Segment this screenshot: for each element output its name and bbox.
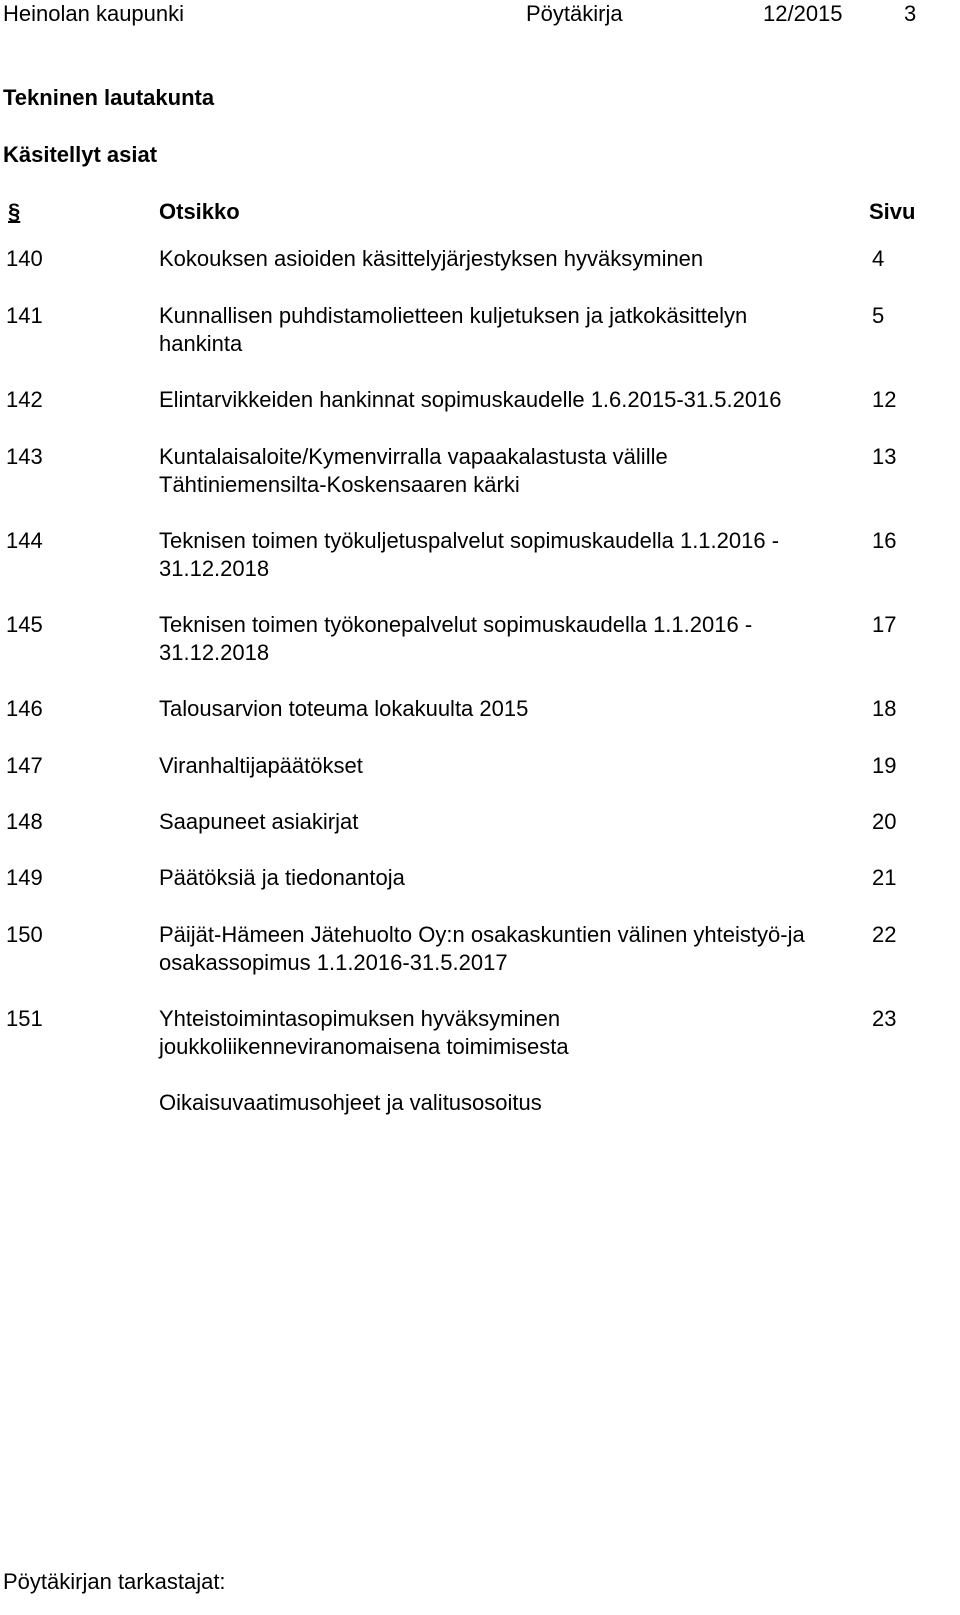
item-page: 19 [872, 753, 897, 778]
board-name: Tekninen lautakunta [3, 85, 215, 110]
document-number: 12/2015 [763, 1, 843, 26]
item-page: 12 [872, 387, 897, 412]
item-number: 149 [6, 865, 43, 890]
item-number: 145 [6, 612, 43, 637]
item-page: 18 [872, 696, 897, 721]
item-number: 151 [6, 1006, 43, 1031]
item-page: 16 [872, 528, 897, 553]
item-page: 22 [872, 922, 897, 947]
document-type: Pöytäkirja [526, 1, 623, 26]
item-page: 20 [872, 809, 897, 834]
item-page: 17 [872, 612, 897, 637]
item-number: 144 [6, 528, 43, 553]
item-number: 142 [6, 387, 43, 412]
section-title: Käsitellyt asiat [3, 142, 158, 167]
item-page: 4 [872, 246, 885, 271]
item-page: 5 [872, 303, 885, 328]
item-title: Päätöksiä ja tiedonantoja [159, 865, 405, 890]
item-title: Saapuneet asiakirjat [159, 809, 359, 834]
appeal-instructions: Oikaisuvaatimusohjeet ja valitusosoitus [159, 1090, 542, 1115]
item-title: Viranhaltijapäätökset [159, 753, 363, 778]
item-number: 147 [6, 753, 43, 778]
item-number: 140 [6, 246, 43, 271]
item-title: Kunnallisen puhdistamolietteen kuljetuksen ja jatkokäsittelyn hankinta [159, 303, 748, 356]
page-number: 3 [904, 1, 917, 26]
item-number: 141 [6, 303, 43, 328]
item-page: 13 [872, 444, 897, 469]
item-title: Kuntalaisaloite/Kymenvirralla vapaakalastusta välille Tähtiniemensilta-Koskensaaren kärki [159, 444, 668, 497]
item-page: 21 [872, 865, 897, 890]
item-title: Teknisen toimen työkuljetuspalvelut sopimuskaudella 1.1.2016 - 31.12.2018 [159, 528, 780, 581]
item-title: Teknisen toimen työkonepalvelut sopimuskaudella 1.1.2016 - 31.12.2018 [159, 612, 753, 665]
item-number: 148 [6, 809, 43, 834]
item-title: Yhteistoimintasopimuksen hyväksyminen joukkoliikenneviranomaisena toimimisesta [159, 1006, 569, 1059]
item-number: 146 [6, 696, 43, 721]
title-column-header: Otsikko [159, 199, 240, 224]
paragraph-symbol-header: § [8, 199, 21, 224]
item-number: 150 [6, 922, 43, 947]
page-column-header: Sivu [869, 199, 916, 224]
item-title: Päijät-Hämeen Jätehuolto Oy:n osakaskuntien välinen yhteistyö-ja osakassopimus 1.1.2016-31.5.2017 [159, 922, 805, 975]
item-number: 143 [6, 444, 43, 469]
item-title: Talousarvion toteuma lokakuulta 2015 [159, 696, 529, 721]
item-page: 23 [872, 1006, 897, 1031]
municipality-name: Heinolan kaupunki [3, 1, 185, 26]
item-title: Elintarvikkeiden hankinnat sopimuskaudelle 1.6.2015-31.5.2016 [159, 387, 782, 412]
item-title: Kokouksen asioiden käsittelyjärjestyksen hyväksyminen [159, 246, 704, 271]
reviewers-label: Pöytäkirjan tarkastajat: [3, 1569, 226, 1594]
